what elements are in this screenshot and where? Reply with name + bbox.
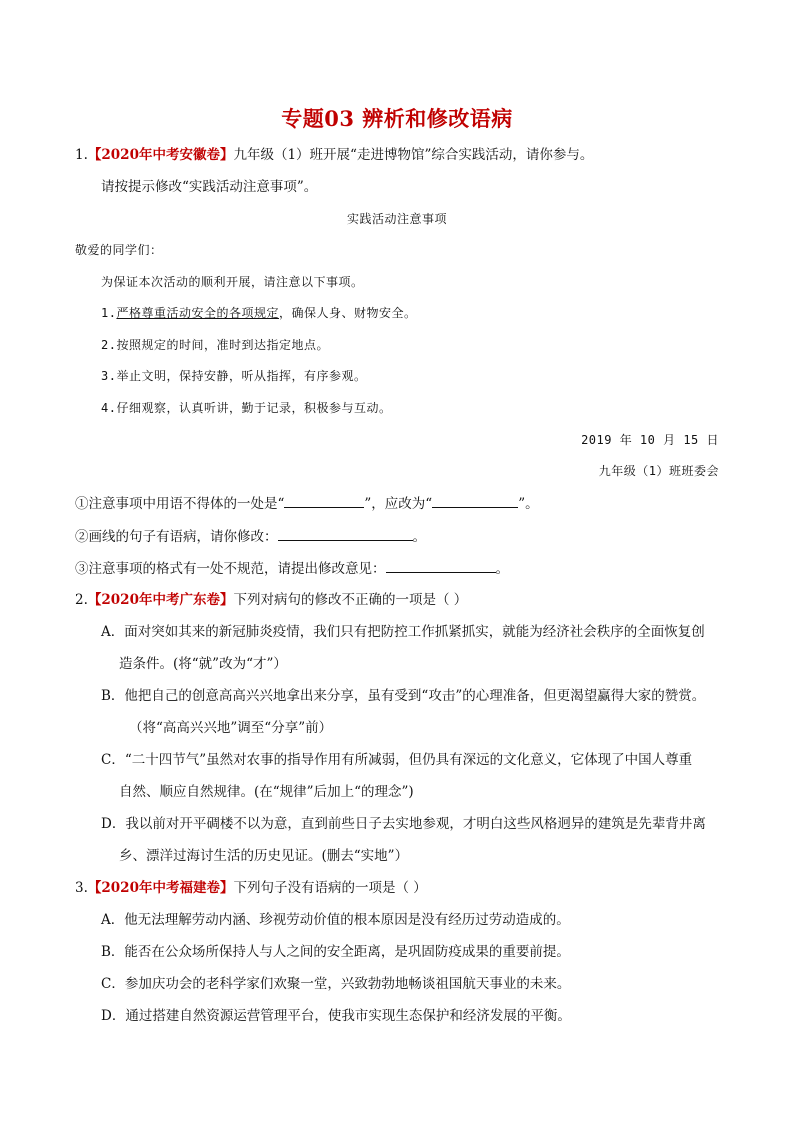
- option-b-line-2: （将“高高兴兴地”调至“分享”前）: [129, 720, 333, 736]
- question-1-prompt: 请按提示修改“实践活动注意事项”。: [101, 179, 318, 195]
- question-3-stem: 下列句子没有语病的一项是（ ）: [233, 880, 427, 896]
- page-title: 专题03 辨析和修改语病: [281, 106, 513, 131]
- question-2-stem-line: [75, 591, 467, 609]
- question-2-source: 【2020年中考广东卷】: [87, 592, 234, 608]
- notice-heading: 实践活动注意事项: [346, 212, 447, 226]
- question-1-stem: 九年级（1）班开展“走进博物馆”综合实践活动，请你参与。: [233, 147, 594, 163]
- underlined-sentence: 严格尊重活动安全的各项规定: [116, 306, 279, 320]
- sub-3-text-b: 。: [495, 561, 509, 577]
- option-c-line-1: C．“二十四节气”虽然对农事的指导作用有所减弱，但仍具有深远的文化意义，它体现了中国人尊重: [101, 752, 693, 768]
- answer-blank-3[interactable]: [386, 559, 496, 573]
- notice-item-1-number: 1.: [101, 306, 117, 320]
- notice-item-3: 3.举止文明，保持安静，听从指挥，有序参观。: [101, 369, 367, 383]
- sub-3-text-a: ③注意事项的格式有一处不规范，请提出修改意见：: [75, 561, 386, 577]
- sub-1-text-c: ”。: [518, 496, 539, 512]
- q3-option-b: B．能否在公众场所保持人与人之间的安全距离，是巩固防疫成果的重要前提。: [101, 944, 570, 960]
- question-1-source: 【2020年中考安徽卷】: [87, 147, 234, 163]
- notice-item-4: 4.仔细观察，认真听讲，勤于记录，积极参与互动。: [101, 401, 392, 415]
- question-1-sub-2: [75, 527, 426, 546]
- sub-2-text-a: ②画线的句子有语病，请你修改：: [75, 529, 278, 545]
- notice-item-1-rest: ，确保人身、财物安全。: [278, 306, 417, 320]
- notice-item-2: 2.按照规定的时间，准时到达指定地点。: [101, 338, 329, 352]
- question-3-source: 【2020年中考福建卷】: [87, 880, 234, 896]
- option-a-line-2: 造条件。(将“就”改为“才”）: [119, 656, 287, 672]
- option-d-line-1: D．我以前对开平碉楼不以为意，直到前些日子去实地参观，才明白这些风格迥异的建筑是先辈背井离: [101, 816, 706, 832]
- option-a-line-1: A．面对突如其来的新冠肺炎疫情，我们只有把防控工作抓紧抓实，就能为经济社会秩序的全面恢复创: [101, 624, 705, 640]
- option-b-line-1: B．他把自己的创意高高兴兴地拿出来分享，虽有受到“攻击”的心理准备，但更渴望赢得大家的赞赏。: [101, 688, 706, 704]
- notice-greeting: 敬爱的同学们：: [75, 243, 163, 257]
- question-3-number: 3.: [75, 880, 88, 896]
- sub-1-text-a: ①注意事项中用语不得体的一处是“: [75, 496, 285, 512]
- question-1-number: 1.: [75, 147, 88, 163]
- notice-signer: 九年级（1）班班委会: [598, 464, 719, 478]
- question-2-stem: 下列对病句的修改不正确的一项是（ ）: [233, 592, 468, 608]
- option-c-line-2: 自然、顺应自然规律。(在“规律”后加上“的理念”): [119, 784, 414, 800]
- answer-blank-1a[interactable]: [284, 494, 364, 508]
- question-3-stem-line: [75, 879, 427, 897]
- notice-intro: 为保证本次活动的顺利开展，请注意以下事项。: [101, 275, 364, 289]
- question-1-sub-1: [75, 494, 539, 513]
- sub-2-text-b: 。: [412, 529, 426, 545]
- q3-option-a: A．他无法理解劳动内涵、珍视劳动价值的根本原因是没有经历过劳动造成的。: [101, 912, 570, 928]
- notice-date: 2019 年 10 月 15 日: [581, 433, 719, 447]
- sub-1-text-b: ”，应改为“: [364, 496, 433, 512]
- option-d-line-2: 乡、漂洋过海讨生活的历史见证。(删去“实地”）: [119, 848, 409, 864]
- answer-blank-2[interactable]: [278, 527, 413, 541]
- question-1-sub-3: [75, 559, 509, 578]
- question-1-stem-line: [75, 146, 593, 164]
- q3-option-d: D．通过搭建自然资源运营管理平台，使我市实现生态保护和经济发展的平衡。: [101, 1008, 571, 1024]
- answer-blank-1b[interactable]: [432, 494, 518, 508]
- question-2-number: 2.: [75, 592, 88, 608]
- notice-item-1: [101, 304, 416, 322]
- q3-option-c: C．参加庆功会的老科学家们欢聚一堂，兴致勃勃地畅谈祖国航天事业的未来。: [101, 976, 571, 992]
